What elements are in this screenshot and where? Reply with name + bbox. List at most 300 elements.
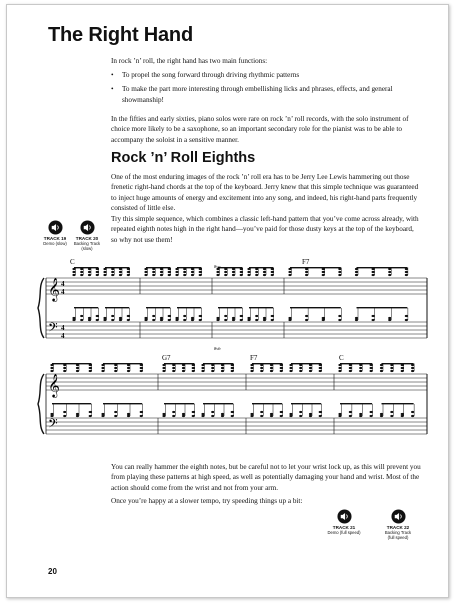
note-head [114,411,117,413]
music-system-1 [32,256,432,356]
note-head [152,315,155,317]
note-head [175,319,178,321]
note-head [103,268,106,270]
note-head [103,317,106,319]
note-head [372,271,375,273]
note-head [411,370,414,372]
note-head [80,315,83,317]
note-head [63,370,66,372]
note-head [289,413,292,415]
note-head [101,370,104,372]
note-head [211,367,214,369]
brace-icon [38,374,44,434]
note-head [232,271,235,273]
note-head [372,268,375,270]
note-head [127,268,130,270]
note-head [211,364,214,366]
note-head [405,271,408,273]
bass-clef-icon: 𝄢 [48,418,58,434]
beam [249,267,273,268]
note-head [319,411,322,413]
note-head [114,367,117,369]
note-head [411,411,414,413]
note-head [338,413,341,415]
note-head [338,271,341,273]
note-head [338,315,341,317]
note-head [388,268,391,270]
beam [146,267,170,268]
beam [105,267,129,268]
note-head [144,271,147,273]
beam [105,307,129,308]
note-head [319,364,322,366]
note-head [359,370,362,372]
note-head [127,271,130,273]
note-head [289,367,292,369]
note-head [247,319,250,321]
note-head [388,271,391,273]
note-head [182,415,185,417]
list-item [111,84,421,105]
beam [203,403,233,404]
note-head [199,271,202,273]
note-head [96,271,99,273]
note-head [405,315,408,317]
beam [340,403,372,404]
note-head [201,367,204,369]
note-head [199,315,202,317]
note-head [401,413,404,415]
note-head [191,271,194,273]
note-head [216,319,219,321]
note-head [175,317,178,319]
note-head [370,415,373,417]
note-head [192,364,195,366]
note-head [201,415,204,417]
note-head [191,274,194,276]
note-head [309,370,312,372]
note-head [172,415,175,417]
note-head [175,271,178,273]
note-head [322,268,325,270]
note-head [111,315,114,317]
note-head [309,415,312,417]
note-head [183,319,186,321]
note-head [319,415,322,417]
note-head [231,364,234,366]
note-head [175,268,178,270]
note-head [247,268,250,270]
note-head [144,317,147,319]
note-head [201,413,204,415]
note-head [201,370,204,372]
note-head [263,317,266,319]
note-head [96,268,99,270]
note-head [250,370,253,372]
note-head [175,274,178,276]
note-head [114,364,117,366]
note-head [309,367,312,369]
note-head [72,317,75,319]
note-head [355,319,358,321]
note-head [401,364,404,366]
note-head [231,411,234,413]
note-head [216,317,219,319]
list-item-text: To make the part more interesting through embellishing licks and phrases, effects, and general showmanship! [122,85,393,104]
speaker-icon [337,509,352,524]
note-head [152,271,155,273]
note-head [247,317,250,319]
note-head [63,411,66,413]
hammer-paragraph: You can really hammer the eighth notes, but be careful not to let your wrist lock up, as this will prevent you from playing these patterns at high speed, as well as potentially damaging your hand and wrist. Most of the action should come from the wrist and not from your arm. [111,463,421,492]
time-signature: 4 [61,280,65,288]
note-head [355,271,358,273]
note-head [89,364,92,366]
note-head [355,317,358,319]
note-head [89,370,92,372]
time-signature: 4 [61,332,65,340]
beam [249,307,273,308]
track-sub: Demo (slow) [43,241,67,246]
note-head [221,367,224,369]
note-head [127,274,130,276]
note-head [349,364,352,366]
track-label: TRACK 19 [43,236,67,241]
note-head [224,274,227,276]
note-head [288,271,291,273]
note-head [191,317,194,319]
note-head [270,364,273,366]
note-head [359,364,362,366]
note-head [192,367,195,369]
note-head [88,268,91,270]
note-head [182,364,185,366]
note-head [172,367,175,369]
note-head [299,411,302,413]
note-head [232,274,235,276]
note-head [349,411,352,413]
note-head [263,268,266,270]
beam [290,307,341,308]
note-head [299,415,302,417]
bullet-icon: • [111,71,114,79]
chord-symbol: F7 [250,354,258,362]
track-21-button[interactable] [327,509,361,535]
note-head [271,271,274,273]
note-head [322,271,325,273]
note-head [372,315,375,317]
note-head [89,415,92,417]
note-head [380,413,383,415]
track-sub: Demo (full speed) [327,530,361,535]
note-head [127,364,130,366]
note-head [162,415,165,417]
note-head [255,268,258,270]
beam [218,307,242,308]
note-head [72,274,75,276]
note-head [127,319,130,321]
note-head [370,364,373,366]
note-head [270,413,273,415]
note-head [288,274,291,276]
note-head [76,413,79,415]
note-head [101,415,104,417]
note-head [72,271,75,273]
note-head [240,319,243,321]
note-head [172,411,175,413]
speaker-icon [80,220,95,235]
note-head [288,319,291,321]
note-head [182,413,185,415]
note-head [88,274,91,276]
note-head [355,274,358,276]
note-head [96,274,99,276]
beam [252,363,282,364]
beam [291,363,321,364]
note-head [411,364,414,366]
note-head [255,315,258,317]
note-head [199,319,202,321]
note-head [160,271,163,273]
beam [74,307,98,308]
note-head [101,413,104,415]
note-head [50,415,53,417]
note-head [305,319,308,321]
note-head [401,367,404,369]
note-head [80,271,83,273]
note-head [322,319,325,321]
note-head [127,370,130,372]
treble-clef-icon: 𝄞 [48,279,60,301]
note-head [305,268,308,270]
note-head [183,274,186,276]
note-head [280,364,283,366]
page-number: 20 [48,567,57,576]
note-head [260,415,263,417]
note-head [349,370,352,372]
note-head [405,319,408,321]
beam [252,403,282,404]
note-head [140,370,143,372]
track-label: TRACK 21 [332,525,356,530]
note-head [305,274,308,276]
intro-paragraph: In rock ’n’ roll, the right hand has two main functions: [111,57,268,65]
note-head [88,317,91,319]
note-head [240,271,243,273]
note-head [89,367,92,369]
note-head [338,274,341,276]
note-head [263,274,266,276]
note-head [72,319,75,321]
note-head [411,367,414,369]
note-head [232,268,235,270]
note-head [114,370,117,372]
track-22-button[interactable] [381,509,415,540]
note-head [101,364,104,366]
beam [164,363,194,364]
note-head [250,367,253,369]
note-head [111,268,114,270]
note-head [63,367,66,369]
beam [203,363,233,364]
beam [382,403,414,404]
note-head [388,317,391,319]
note-head [140,411,143,413]
note-head [380,367,383,369]
beam [291,403,321,404]
note-head [338,415,341,417]
note-head [305,315,308,317]
note-head [172,364,175,366]
note-head [160,317,163,319]
beam [52,403,91,404]
note-head [372,319,375,321]
note-head [182,370,185,372]
note-head [390,367,393,369]
beam [382,363,414,364]
note-head [119,317,122,319]
note-head [288,317,291,319]
note-head [338,319,341,321]
note-head [80,319,83,321]
note-head [127,367,130,369]
bass-staff [46,322,427,338]
note-head [280,370,283,372]
note-head [50,370,53,372]
note-head [280,411,283,413]
note-head [140,364,143,366]
note-head [388,274,391,276]
note-head [172,370,175,372]
note-head [263,271,266,273]
speaker-icon [391,509,406,524]
note-head [405,268,408,270]
note-head [271,268,274,270]
note-head [103,274,106,276]
music-system-2 [32,352,432,448]
track-sub: Backing Track (slow) [73,241,101,251]
note-head [309,364,312,366]
page-title: The Right Hand [48,24,193,46]
note-head [127,413,130,415]
note-head [221,364,224,366]
section-title: Rock ’n’ Roll Eighths [111,150,256,166]
note-head [114,415,117,417]
note-head [322,274,325,276]
note-head [211,415,214,417]
note-head [88,319,91,321]
note-head [305,271,308,273]
note-head [216,271,219,273]
track-19-button[interactable] [38,220,72,246]
note-head [250,364,253,366]
note-head [338,268,341,270]
note-head [63,364,66,366]
note-head [370,370,373,372]
note-head [191,268,194,270]
speaker-icon [48,220,63,235]
note-head [359,413,362,415]
note-head [72,268,75,270]
note-head [119,271,122,273]
note-head [359,367,362,369]
note-head [390,415,393,417]
note-head [260,370,263,372]
beam [357,307,408,308]
note-head [401,415,404,417]
note-head [50,367,53,369]
note-head [162,364,165,366]
note-head [319,370,322,372]
note-head [372,274,375,276]
note-head [289,364,292,366]
note-head [140,367,143,369]
note-head [80,274,83,276]
note-head [144,268,147,270]
note-head [111,274,114,276]
note-head [359,415,362,417]
note-head [160,268,163,270]
note-head [199,268,202,270]
speed-paragraph: Once you’re happy at a slower tempo, try speeding things up a bit: [111,497,303,505]
note-head [271,319,274,321]
note-head [80,268,83,270]
bass-staff [46,418,427,434]
note-head [299,370,302,372]
note-head [221,415,224,417]
chord-symbol: G7 [162,354,171,362]
note-head [390,364,393,366]
note-head [152,274,155,276]
note-head [111,271,114,273]
note-head [96,319,99,321]
note-head [405,274,408,276]
bass-clef-icon: 𝄢 [48,322,58,338]
note-head [183,271,186,273]
note-head [401,370,404,372]
note-head [168,274,171,276]
note-head [299,364,302,366]
note-head [119,268,122,270]
note-head [349,367,352,369]
note-head [380,415,383,417]
note-head [232,319,235,321]
note-head [140,415,143,417]
note-head [162,367,165,369]
note-head [224,268,227,270]
note-head [162,370,165,372]
note-head [76,415,79,417]
beam [340,363,372,364]
note-head [390,411,393,413]
note-head [168,315,171,317]
chord-symbol: F7 [302,258,310,266]
beam [103,363,142,364]
note-head [370,367,373,369]
note-head [127,415,130,417]
note-head [152,268,155,270]
note-head [199,274,202,276]
note-head [247,271,250,273]
beam [177,267,201,268]
track-20-button[interactable] [70,220,104,251]
note-head [380,370,383,372]
beam [164,403,194,404]
note-head [224,319,227,321]
beam [74,267,98,268]
note-head [411,415,414,417]
note-head [270,370,273,372]
